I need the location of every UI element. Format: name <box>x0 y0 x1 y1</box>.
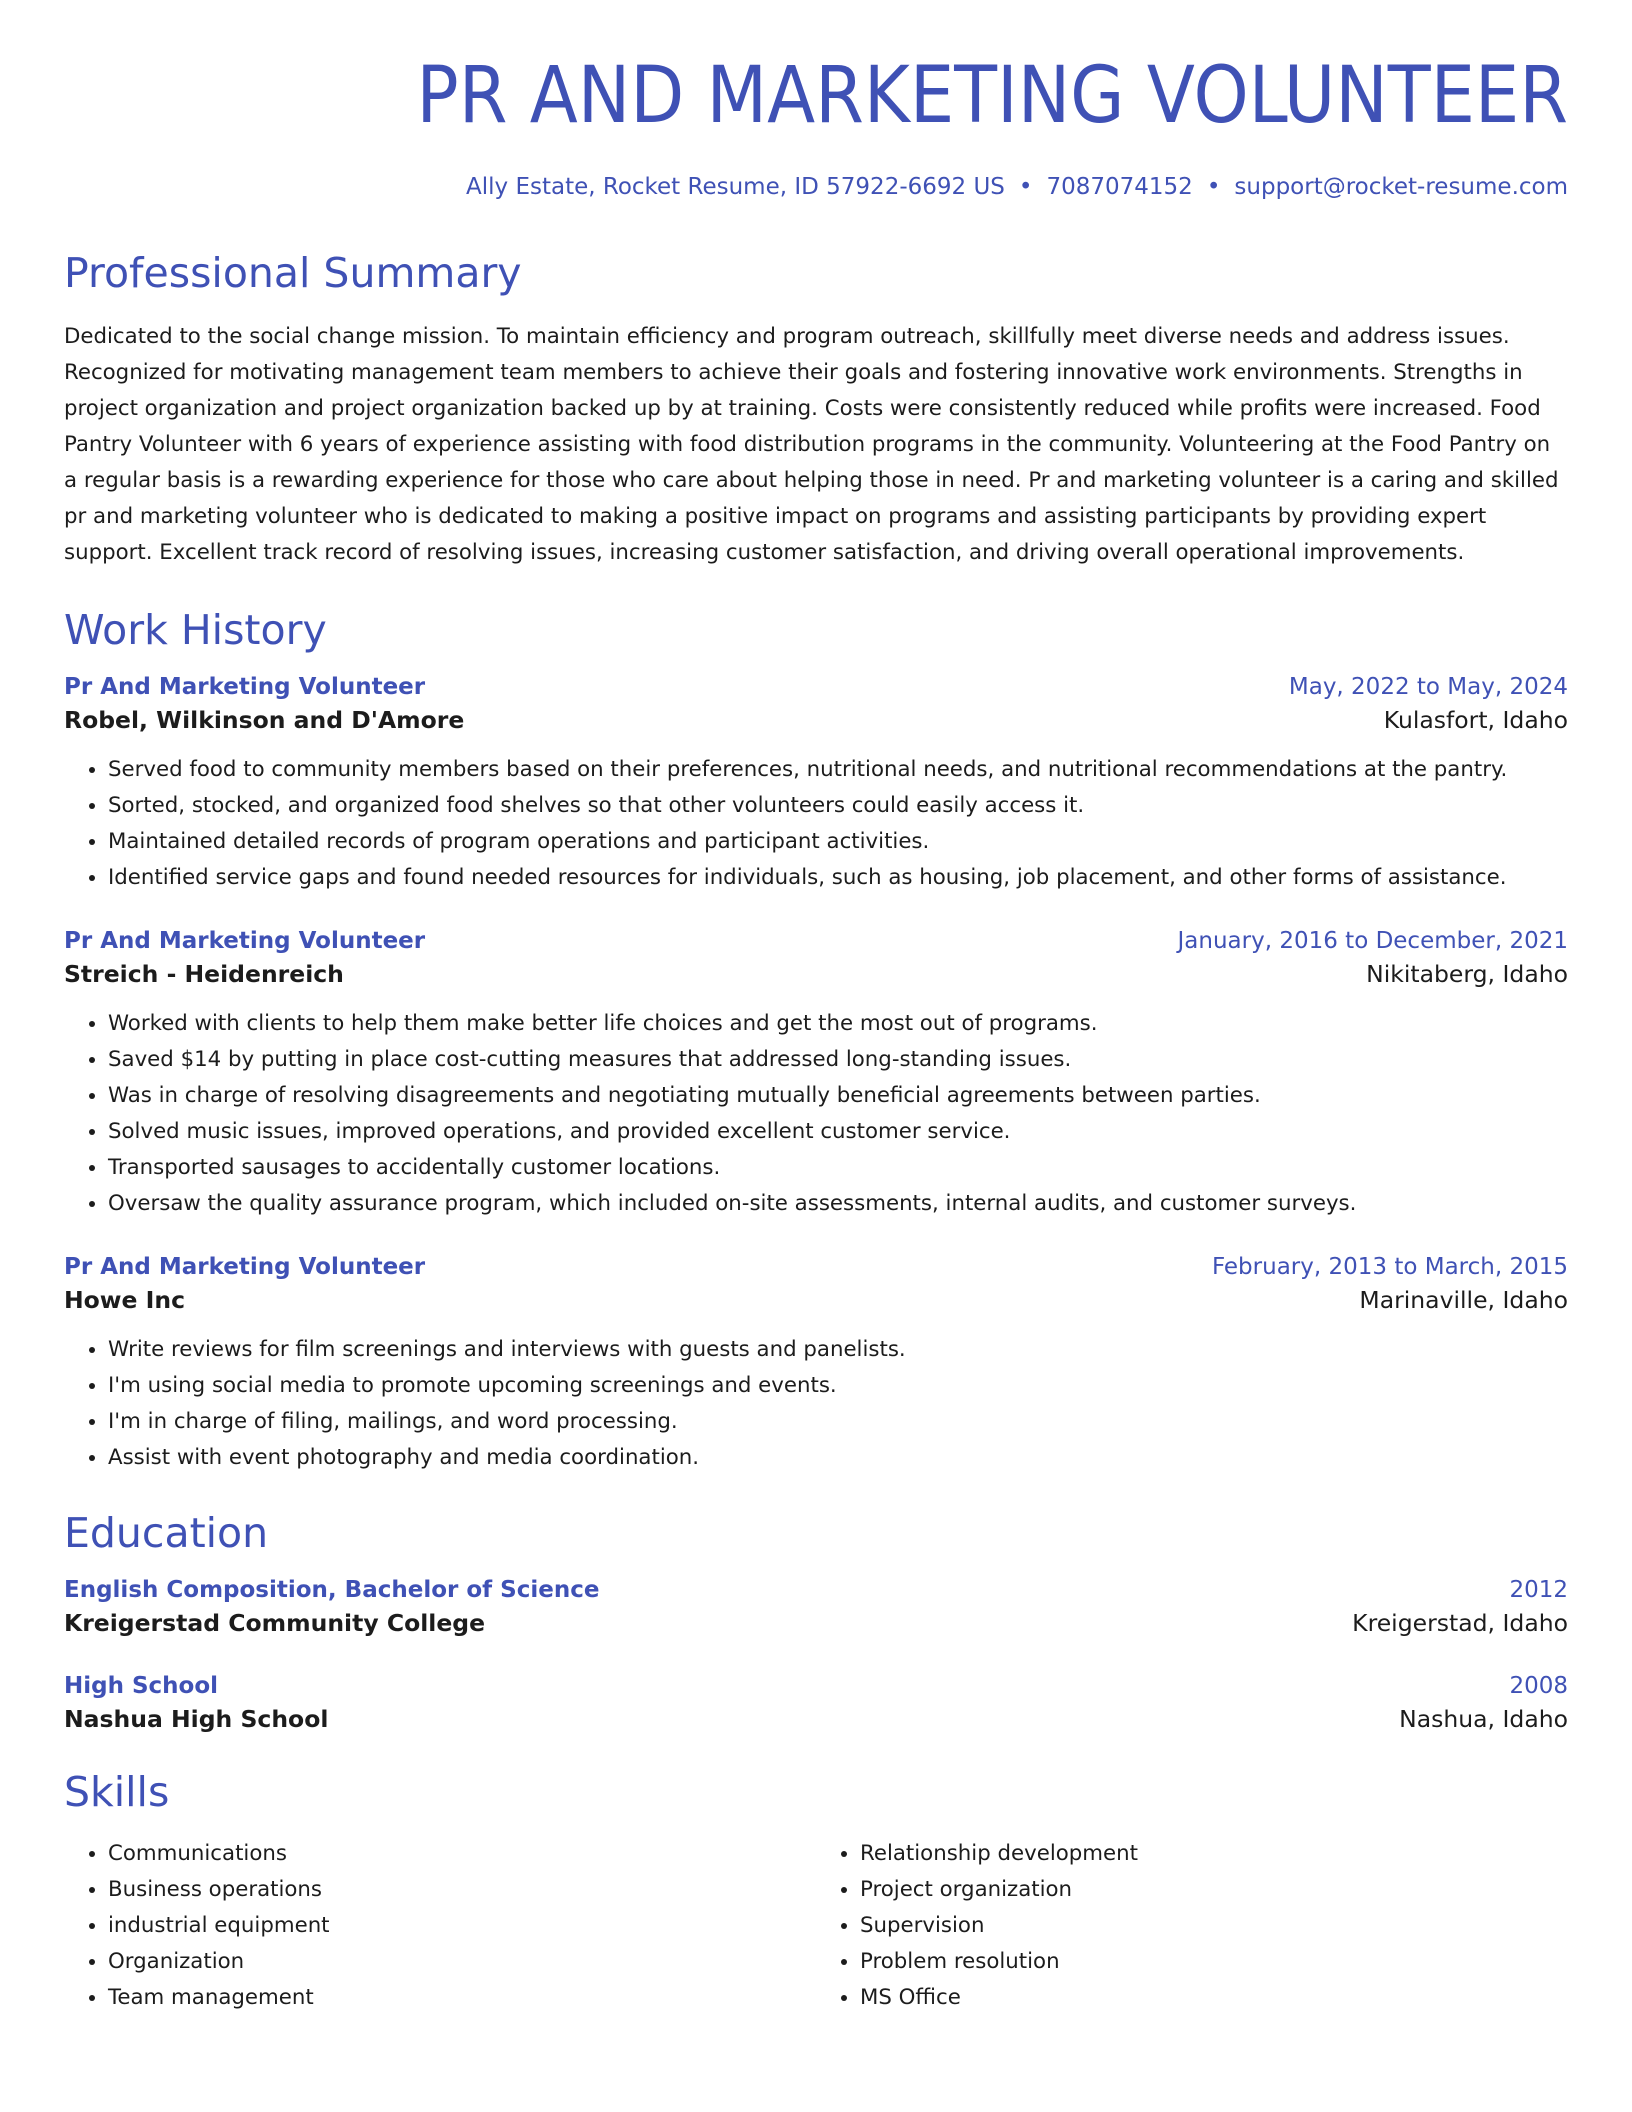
contact-line <box>64 174 1568 200</box>
job-bullet: • I'm using social media to promote upcoming screenings and events. <box>108 1368 1568 1404</box>
job-bullet: • Identified service gaps and found needed resources for individuals, such as housing, job placement, and other forms of assistance. <box>108 860 1568 896</box>
skills-section <box>64 1769 1568 2016</box>
job-dates: January, 2016 to December, 2021 <box>1177 928 1568 955</box>
education-degree: High School <box>64 1673 219 1700</box>
skill-item: • MS Office <box>860 1980 1568 2016</box>
summary-section <box>64 250 1568 571</box>
education-school: Nashua High School <box>64 1705 329 1734</box>
skill-item: • Project organization <box>860 1872 1568 1908</box>
job-bullet: • Served food to community members based on their preferences, nutritional needs, and nutritional recommendations at the pantry. <box>108 752 1568 788</box>
job-location: Nikitaberg, Idaho <box>1366 960 1568 989</box>
job-entry <box>64 928 1568 1222</box>
education-location: Kreigerstad, Idaho <box>1352 1609 1568 1638</box>
education-school: Kreigerstad Community College <box>64 1609 486 1638</box>
job-role: Pr And Marketing Volunteer <box>64 674 426 701</box>
job-bullet: • Worked with clients to help them make better life choices and get the most out of programs. <box>108 1006 1568 1042</box>
job-bullet: • Maintained detailed records of program operations and participant activities. <box>108 824 1568 860</box>
education-year: 2008 <box>1509 1673 1568 1700</box>
job-company: Howe Inc <box>64 1286 186 1315</box>
resume-title: PR AND MARKETING VOLUNTEER <box>416 51 1568 141</box>
summary-text: Dedicated to the social change mission. To maintain efficiency and program outreach, skillfully meet diverse needs and address issues. Recognized for motivating management team members to achieve their goals and fostering innovative work environments. Strengths in project organization and project organization backed up by at training. Costs were consistently reduced while profits were increased. Food Pantry Volunteer with 6 years of experience assisting with food distribution programs in the community. Volunteering at the Food Pantry on a regular basis is a rewarding experience for those who care about helping those in need. Pr and marketing volunteer is a caring and skilled pr and marketing volunteer who is dedicated to making a positive impact on programs and assisting participants by providing expert support. Excellent track record of resolving issues, increasing customer satisfaction, and driving overall operational improvements. <box>64 323 1559 565</box>
skill-item: • Team management <box>108 1980 816 2016</box>
job-bullets <box>64 752 1568 896</box>
section-heading-education: Education <box>64 1509 269 1558</box>
skill-item: • Problem resolution <box>860 1944 1568 1980</box>
job-company: Streich - Heidenreich <box>64 960 344 989</box>
education-location: Nashua, Idaho <box>1399 1705 1568 1734</box>
job-entry <box>64 674 1568 896</box>
job-bullet: • Write reviews for film screenings and interviews with guests and panelists. <box>108 1332 1568 1368</box>
job-dates: February, 2013 to March, 2015 <box>1211 1254 1568 1281</box>
skill-item: • industrial equipment <box>108 1908 816 1944</box>
contact-separator: • <box>1206 173 1221 200</box>
job-bullet: • Saved $14 by putting in place cost-cutting measures that addressed long-standing issues. <box>108 1042 1568 1078</box>
job-entry <box>64 1254 1568 1476</box>
job-bullet: • Sorted, stocked, and organized food shelves so that other volunteers could easily access it. <box>108 788 1568 824</box>
resume-header <box>64 51 1568 200</box>
education-year: 2012 <box>1509 1577 1568 1604</box>
contact-phone: 7087074152 <box>1046 173 1193 200</box>
job-role: Pr And Marketing Volunteer <box>64 928 426 955</box>
skill-item: • Business operations <box>108 1872 816 1908</box>
job-bullets <box>64 1006 1568 1222</box>
section-heading-summary: Professional Summary <box>64 248 522 297</box>
contact-address: Ally Estate, Rocket Resume, ID 57922-6692 US <box>466 173 1005 200</box>
job-company: Robel, Wilkinson and D'Amore <box>64 706 465 735</box>
skill-item: • Supervision <box>860 1908 1568 1944</box>
job-bullet: • Assist with event photography and media coordination. <box>108 1440 1568 1476</box>
education-entry <box>64 1577 1568 1637</box>
job-bullet: • Solved music issues, improved operations, and provided excellent customer service. <box>108 1114 1568 1150</box>
contact-email[interactable]: support@rocket-resume.com <box>1234 173 1568 200</box>
job-location: Kulasfort, Idaho <box>1383 706 1568 735</box>
education-section <box>64 1510 1568 1733</box>
job-bullets <box>64 1332 1568 1476</box>
section-heading-skills: Skills <box>64 1768 170 1817</box>
skill-item: • Communications <box>108 1836 816 1872</box>
job-location: Marinaville, Idaho <box>1359 1286 1568 1315</box>
job-bullet: • Oversaw the quality assurance program, which included on-site assessments, internal audits, and customer surveys. <box>108 1186 1568 1222</box>
job-bullet: • Transported sausages to accidentally customer locations. <box>108 1150 1568 1186</box>
skill-item: • Relationship development <box>860 1836 1568 1872</box>
work-history-section <box>64 607 1568 1476</box>
job-dates: May, 2022 to May, 2024 <box>1288 674 1568 701</box>
job-role: Pr And Marketing Volunteer <box>64 1254 426 1281</box>
skills-columns <box>64 1836 1568 2016</box>
job-bullet: • Was in charge of resolving disagreements and negotiating mutually beneficial agreements between parties. <box>108 1078 1568 1114</box>
skills-list-left <box>64 1836 816 2016</box>
education-degree: English Composition, Bachelor of Science <box>64 1577 600 1604</box>
section-heading-work: Work History <box>64 605 327 654</box>
skill-item: • Organization <box>108 1944 816 1980</box>
job-bullet: • I'm in charge of filing, mailings, and word processing. <box>108 1404 1568 1440</box>
education-entry <box>64 1673 1568 1733</box>
contact-separator: • <box>1018 173 1033 200</box>
skills-list-right <box>816 1836 1568 2016</box>
